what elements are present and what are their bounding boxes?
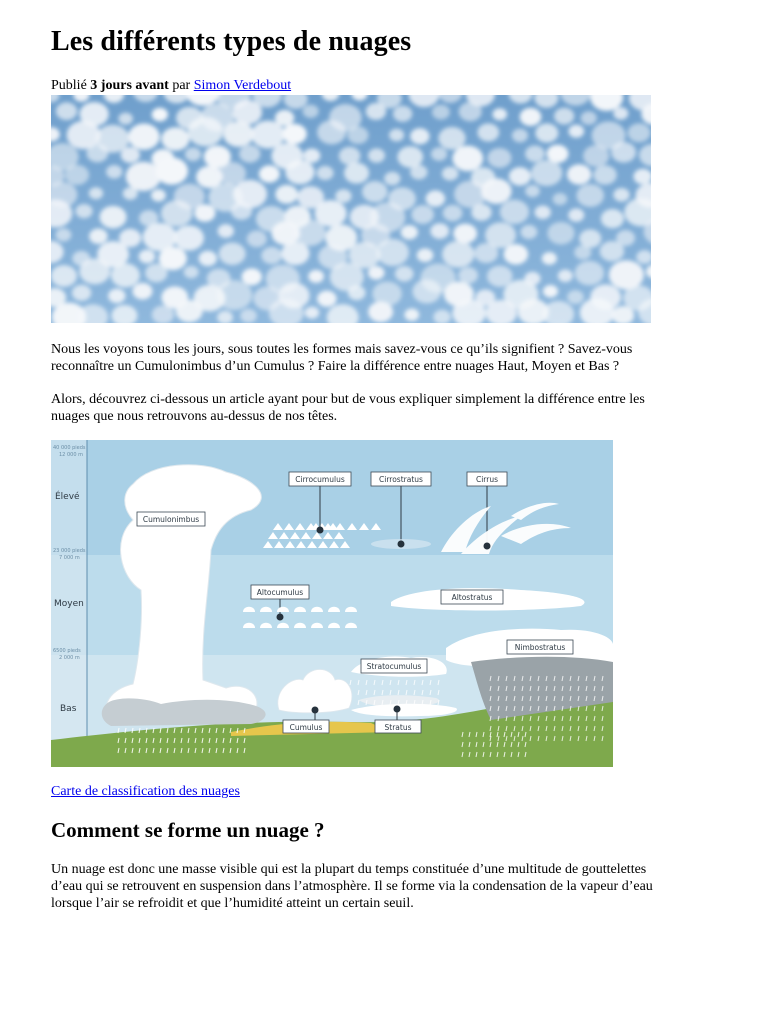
cumulonimbus-label-box	[137, 512, 205, 526]
section-line-1: Un nuage est donc une masse visible qui est la plupart du temps constituée d’une multitude de gouttelettes	[51, 862, 647, 877]
intro-paragraph	[51, 341, 731, 375]
author-link[interactable]: Simon Verdebout	[193, 78, 292, 93]
second-line-1: Alors, découvrez ci-dessous un article ayant pour but de vous expliquer simplement la différence entre les	[51, 392, 645, 407]
stratocumulus-label: Stratocumulus	[366, 662, 422, 671]
diagram-caption-link[interactable]: Carte de classification des nuages	[51, 784, 240, 799]
byline-by: par	[172, 78, 191, 93]
alt-top-m: 12 000 m	[59, 452, 83, 458]
alt-top-ft: 40 000 pieds	[53, 445, 86, 451]
section-paragraph	[51, 861, 731, 912]
stratus-label: Stratus	[384, 723, 412, 732]
page-title: Les différents types de nuages	[51, 26, 412, 57]
cirrus-label: Cirrus	[475, 475, 499, 484]
cumulus-label: Cumulus	[289, 723, 323, 732]
alt-low-m: 2 000 m	[59, 655, 80, 661]
level-mid-label: Moyen	[54, 599, 84, 609]
nimbostratus-label: Nimbostratus	[514, 643, 566, 652]
byline-prefix: Publié	[51, 78, 87, 93]
cumulonimbus-label: Cumulonimbus	[142, 515, 200, 524]
cirrocumulus-label: Cirrocumulus	[295, 475, 345, 484]
byline-time: 3 jours avant	[90, 78, 169, 93]
level-high-label: Élevé	[55, 492, 80, 502]
section-heading: Comment se forme un nuage ?	[51, 818, 325, 842]
cirrostratus-label: Cirrostratus	[379, 475, 423, 484]
second-line-2: nuages que nous retrouvons au-dessus de nos têtes.	[51, 409, 338, 424]
second-paragraph	[51, 391, 731, 425]
altocumulus-label: Altocumulus	[256, 588, 304, 597]
level-low-label: Bas	[60, 704, 77, 714]
intro-line-1: Nous les voyons tous les jours, sous toutes les formes mais savez-vous ce qu’ils signifient ? Savez-vous	[51, 342, 633, 357]
intro-line-2: reconnaître un Cumulonimbus d’un Cumulus ? Faire la différence entre nuages Haut, Moyen et Bas ?	[51, 359, 620, 374]
altostratus-label: Altostratus	[451, 593, 493, 602]
section-line-3: lorsque l’air se refroidit et que l’humidité atteint un certain seuil.	[51, 896, 414, 911]
hero-sky-image	[51, 95, 651, 323]
section-line-2: d’eau qui se retrouvent en suspension dans l’atmosphère. Il se forme via la condensation de la vapeur d’eau	[51, 879, 653, 894]
alt-mid-m: 7 000 m	[59, 555, 80, 561]
alt-low-ft: 6500 pieds	[53, 648, 81, 654]
alt-mid-ft: 23 000 pieds	[53, 548, 86, 554]
cloud-classification-diagram	[51, 440, 613, 767]
byline	[51, 78, 291, 94]
